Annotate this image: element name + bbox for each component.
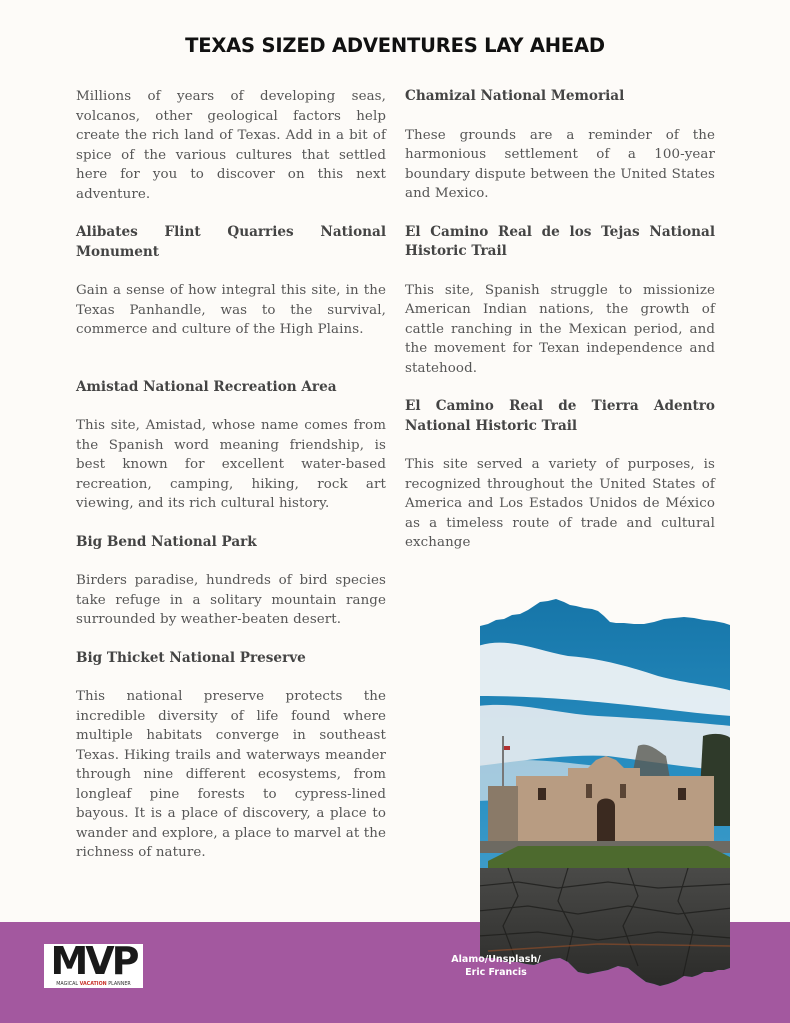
section-heading-alibates: Alibates Flint Quarries National Monument (76, 224, 386, 260)
section-heading-big-bend: Big Bend National Park (76, 533, 257, 550)
left-column (76, 87, 386, 863)
section-body-alibates: Gain a sense of how integral this site, in the Texas Panhandle, was to the survival, commerce and culture of the High Plains. (76, 283, 386, 337)
photo-flag (504, 746, 510, 750)
photo-credit-line2: Eric Francis (465, 967, 527, 978)
mvp-logo[interactable] (44, 939, 143, 988)
section-body-big-bend: Birders paradise, hundreds of bird species take refuge in a solitary mountain range surrounded by weather-beaten desert. (76, 573, 386, 627)
logo-mark: MVP (50, 939, 137, 983)
logo-tagline-part3: PLANNER (106, 982, 131, 987)
section-heading-camino-tejas: El Camino Real de los Tejas National Historic Trail (405, 223, 715, 259)
section-body-camino-tejas: This site, Spanish struggle to missionize American Indian nations, the growth of cattle ranching in the Mexican period, and the movement for Texan independence and statehood. (405, 282, 715, 376)
section-body-amistad: This site, Amistad, whose name comes from the Spanish word meaning friendship, is best known for excellent water-based recreation, camping, hiking, rock art viewing, and its rich cultural history. (76, 418, 386, 511)
photo-building (488, 786, 518, 841)
alamo-photo (478, 596, 732, 988)
logo-tagline-part1: MAGICAL (56, 982, 80, 987)
logo-tagline-part2: VACATION (79, 982, 107, 987)
section-heading-chamizal: Chamizal National Memorial (405, 88, 625, 104)
photo-credit (446, 953, 546, 979)
intro-paragraph: Millions of years of developing seas, volcanos, other geological factors help create the rich land of Texas. Add in a bit of spice of the various cultures that settled here for you to discover on this next adventure. (76, 89, 386, 202)
photo-door (597, 799, 615, 842)
photo-lawn (488, 846, 732, 868)
section-heading-big-thicket: Big Thicket National Preserve (76, 649, 306, 666)
section-heading-camino-tierra: El Camino Real de Tierra Adentro National Historic Trail (405, 398, 715, 434)
logo-tagline (46, 982, 141, 987)
section-body-camino-tierra: This site served a variety of purposes, is recognized throughout the United States of America and Los Estados Unidos de México as a timeless route of trade and cultural exchange (405, 457, 715, 550)
section-heading-amistad: Amistad National Recreation Area (76, 378, 337, 395)
section-body-big-thicket: This national preserve protects the incredible diversity of life found where multiple habitats converge in southeast Texas. Hiking trails and waterways meander through nine different ecosystems, from longleaf pine forests to cypress-lined bayous. It is a place of discovery, a place to wander and explore, a place to marvel at the richness of nature. (76, 689, 386, 860)
photo-credit-line1: Alamo/Unsplash/ (451, 954, 541, 965)
section-body-chamizal: These grounds are a reminder of the harmonious settlement of a 100-year boundary dispute between the United States and Mexico. (405, 127, 715, 201)
page-title: TEXAS SIZED ADVENTURES LAY AHEAD (185, 34, 605, 57)
right-column (405, 87, 715, 553)
